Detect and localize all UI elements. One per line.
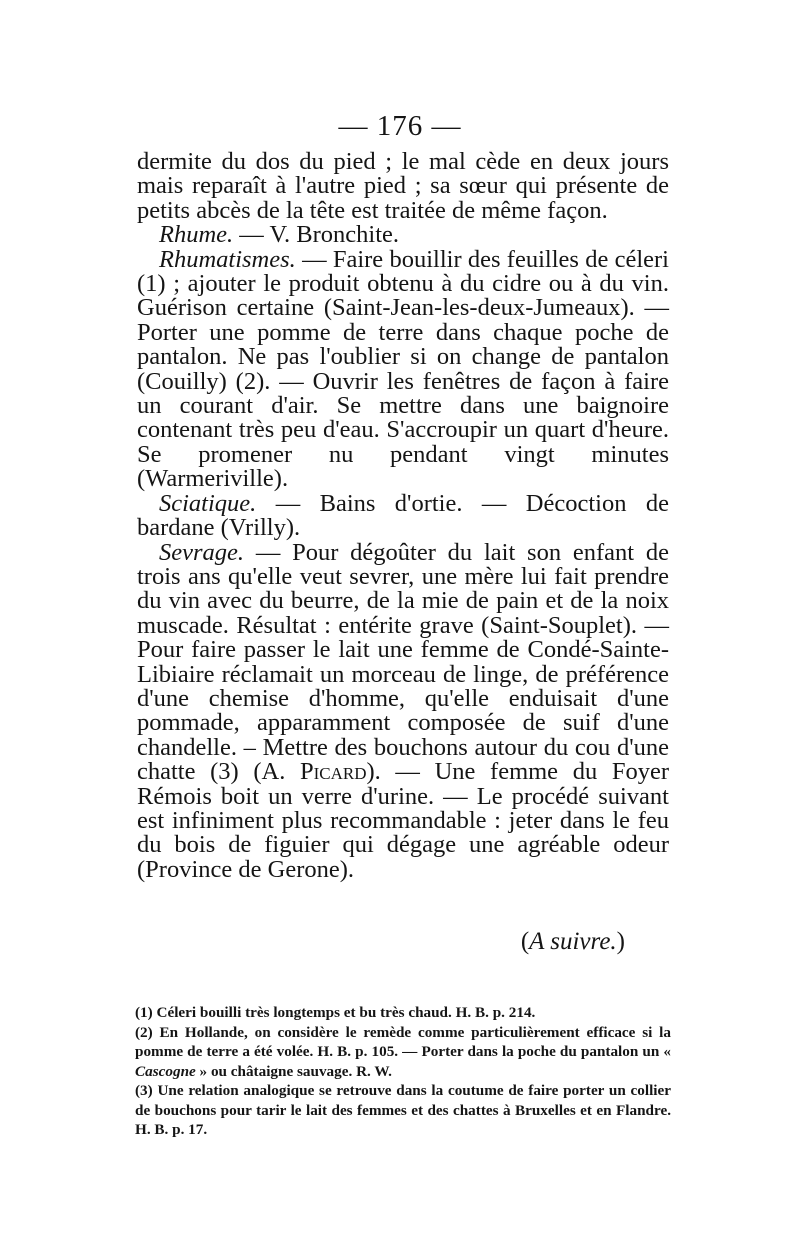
paragraph-continuation: dermite du dos du pied ; le mal cède en deux jours mais reparaît à l'autre pied ; sa sœur qui présente de petits abcès de la tête est traitée de même façon. xyxy=(137,148,669,224)
entry-text-rhumatismes: — Faire bouillir des feuilles de céleri (1) ; ajouter le produit obtenu à du cidre ou à du vin. Guérison certaine (Saint-Jean-les-deux-Jumeaux). — Porter une pomme de terre dans chaque poche de pantalon. Ne pas l'oublier si on change de pantalon (Couilly) (2). — Ouvrir les fenêtres de façon à faire un courant d'air. Se mettre dans une baignoire contenant très peu d'eau. S'accroupir un quart d'heure. Se promener nu pendant vingt minutes (Warmeriville). xyxy=(137,245,669,493)
entry-term-sevrage: Sevrage. xyxy=(159,538,245,566)
paragraph-rhume xyxy=(137,223,669,247)
footnote-3: (3) Une relation analogique se retrouve dans la coutume de faire porter un collier de bouchons pour tarir le lait des femmes et des chattes à Bruxelles et en Flandre. H. B. p. 17. xyxy=(135,1082,671,1138)
footnote-2 xyxy=(135,1023,671,1082)
entry-text-sevrage-part1: — Pour dégoûter du lait son enfant de trois ans qu'elle veut sevrer, une mère lui fait prendre du vin avec du beurre, de la mie de pain et de la noix muscade. Résultat : entérite grave (Saint-Souplet). — Pour faire passer le lait une femme de Condé-Sainte-Libiaire réclamait un morceau de linge, de préférence d'une chemise d'homme, qu'elle enduisait d'une pommade, apparamment composée de suif d'une chandelle. – Mettre des bouchons autour du cou d'une chatte (3) (A. xyxy=(137,538,669,786)
entry-term-rhume: Rhume. xyxy=(159,221,234,249)
footnote-2-part1: (2) En Hollande, on considère le remède comme particulièrement efficace si la pomme de terre a été volée. H. B. p. 105. — Porter dans la poche du pantalon un « xyxy=(135,1023,671,1060)
to-be-continued-open: ( xyxy=(520,928,530,955)
to-be-continued-close: ) xyxy=(616,928,625,955)
to-be-continued xyxy=(137,928,625,956)
footnotes xyxy=(135,1003,671,1140)
footnote-1: (1) Céleri bouilli très longtemps et bu très chaud. H. B. p. 214. xyxy=(135,1004,536,1021)
paragraph-sciatique xyxy=(137,489,669,542)
paragraph-rhumatismes xyxy=(137,245,669,493)
entry-term-rhumatismes: Rhumatismes. xyxy=(159,245,296,273)
entry-text-rhume: — V. Bronchite. xyxy=(233,221,400,249)
entry-text-sevrage-part2: ). — Une femme du Foyer Rémois boit un verre d'urine. — Le procédé suivant est infiniment plus recommandable : jeter dans le feu du bois de figuier qui dégage une agréable odeur (Province de Gerone). xyxy=(137,758,670,883)
author-name: Picard xyxy=(299,758,367,786)
to-be-continued-text: A suivre. xyxy=(529,928,617,955)
footnote-2-part2: » ou châtaigne sauvage. R. W. xyxy=(195,1062,392,1080)
paragraph-sevrage xyxy=(137,538,670,883)
page-number: — 176 — xyxy=(338,110,462,142)
entry-text-sciatique: — Bains d'ortie. — Décoction de bardane (Vrilly). xyxy=(137,489,669,542)
footnote-2-italic: Cascogne xyxy=(135,1062,196,1080)
body-text xyxy=(137,150,669,882)
entry-term-sciatique: Sciatique. xyxy=(159,489,257,517)
